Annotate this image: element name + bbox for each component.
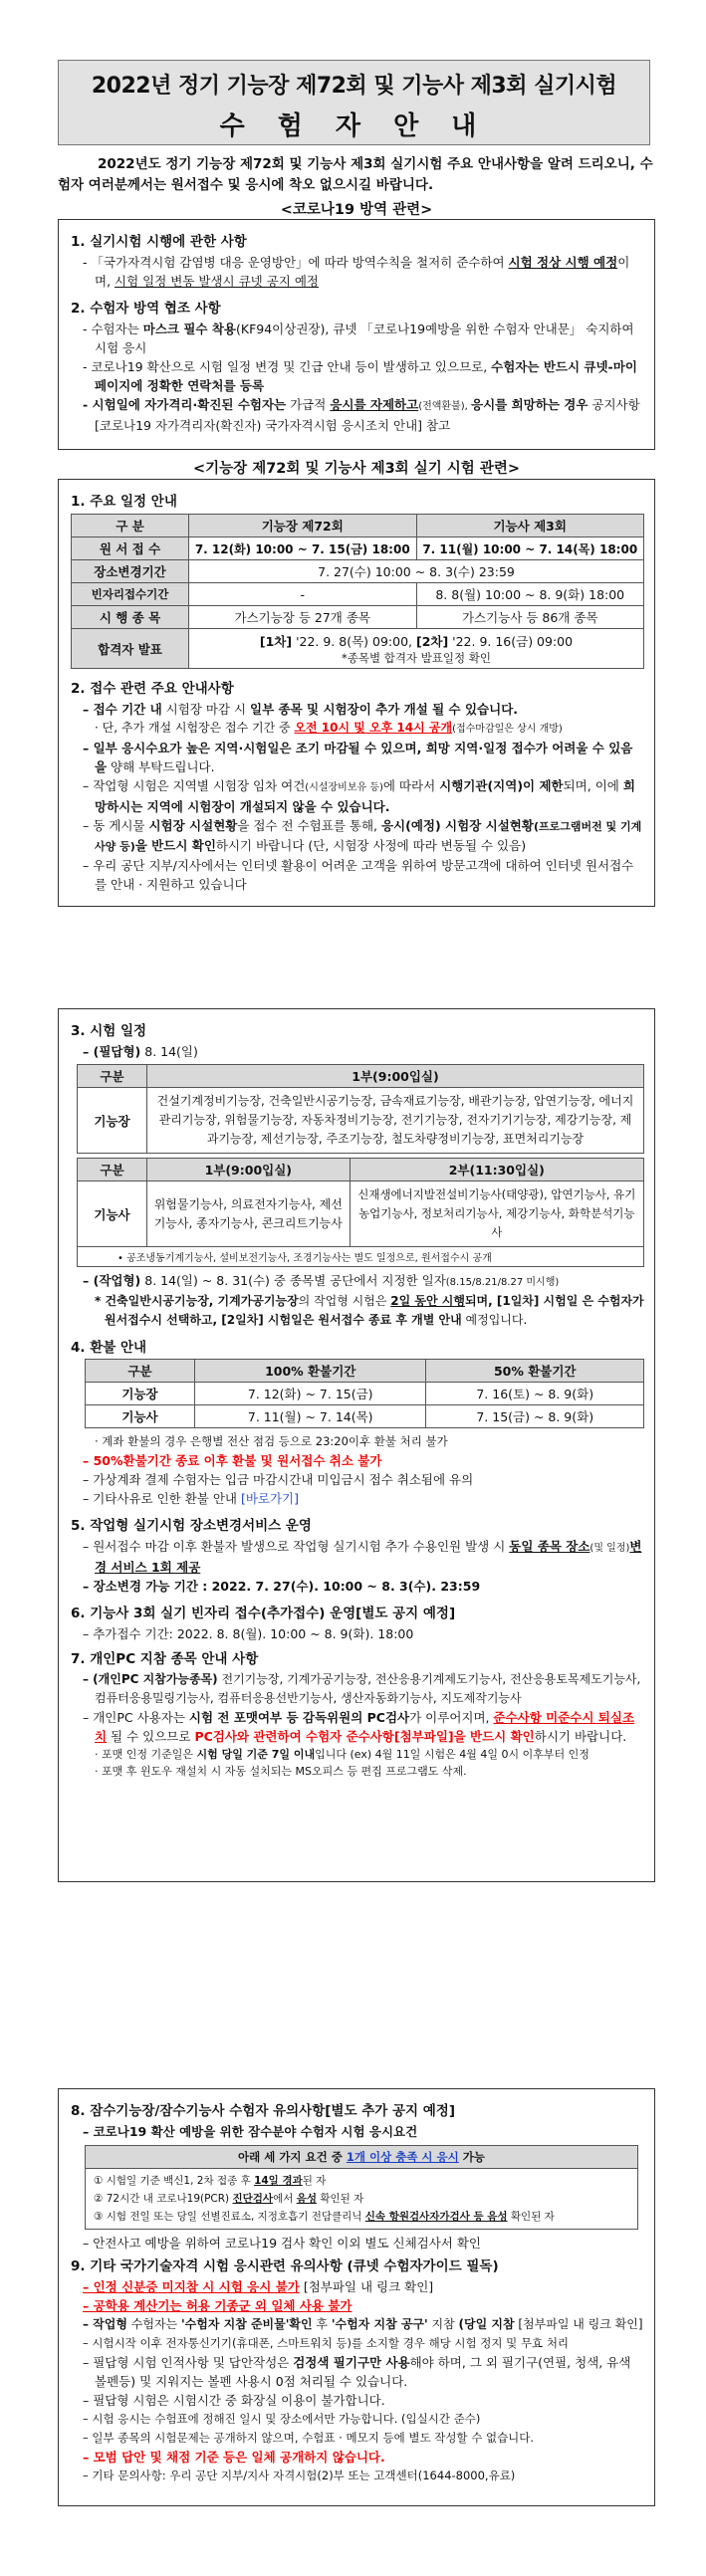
schedule-cell: 7. 12(화) 10:00 ~ 7. 15(금) 18:00 xyxy=(189,537,417,560)
s4-note1: · 계좌 환불의 경우 은행별 전산 점검 등으로 23:20이후 환불 처리 불가 xyxy=(95,1434,448,1448)
s4-other-refund: – 기타사유로 인한 환불 안내 [바로가기] xyxy=(83,1491,300,1506)
table-header-cell: 1부(9:00입실) xyxy=(147,1065,644,1088)
s7-item2: – 개인PC 사용자는 시험 전 포맷여부 등 감독위원의 PC검사가 이루어지며, 준수사항 미준수시 퇴실조치 될 수 있으므로 PC검사와 관련하여 수험자 준수사항[첨부파일]을 반드시 확인하시기 바랍니다. xyxy=(83,1710,635,1744)
schedule-row-label: 합격자 발표 xyxy=(72,629,189,669)
exam-s2-item3: – 일부 응시수요가 높은 지역·시험일은 조기 마감될 수 있으며, 희망 지역·일정 접수가 어려울 수 있음을 양해 부탁드립니다. xyxy=(83,741,633,774)
s4-no-refund-warning: – 50%환불기간 종료 이후 환불 및 원서접수 취소 불가 xyxy=(83,1453,382,1468)
covid-s1-text: - 「국가자격시험 감염병 대응 운영방안」에 따라 방역수칙을 철저히 준수하여 시험 정상 시행 예정이며, 시험 일정 변동 발생시 큐넷 공지 예정 xyxy=(83,255,630,289)
schedule-cell: 7. 11(월) 10:00 ~ 7. 14(목) 18:00 xyxy=(416,537,644,560)
covid-s1-heading: 1. 실기시험 시행에 관한 사항 xyxy=(71,234,247,250)
refund-cell: 7. 12(화) ~ 7. 15(금) xyxy=(195,1383,426,1405)
s9-item4: – 시험시작 이후 전자통신기기(휴대폰, 스마트워치 등)를 소지할 경우 해당 시험 정지 및 무효 처리 xyxy=(83,2336,570,2350)
intro-paragraph: 2022년도 정기 기능장 제72회 및 기능사 제3회 실기시험 주요 안내사항을 알려 드리오니, 수험자 여러분께서는 원서접수 및 응시에 착오 없으시길 바랍니다. xyxy=(58,156,653,193)
exam-s2-heading: 2. 접수 관련 주요 안내사항 xyxy=(71,681,234,697)
schedule-row-label: 장소변경기간 xyxy=(72,560,189,583)
table-header-cell: 1부(9:00입실) xyxy=(147,1159,351,1181)
schedule-detail-box xyxy=(58,1008,655,1882)
s9-item6: – 필답형 시험은 시험시간 중 화장실 이용이 불가합니다. xyxy=(83,2393,385,2408)
schedule-cell: 8. 8(월) 10:00 ~ 8. 9(화) 18:00 xyxy=(416,583,644,606)
s5-heading: 5. 작업형 실기시험 장소변경서비스 운영 xyxy=(71,1518,312,1534)
exam-s2-item6: – 우리 공단 지부/지사에서는 인터넷 활용이 어려운 고객을 위하여 방문고객에 대하여 인터넷 원서접수를 안내 · 지원하고 있습니다 xyxy=(83,858,634,892)
covid-s2-item1: - 수험자는 마스크 필수 착용(KF94이상권장), 큐넷 「코로나19예방을 위한 수험자 안내문」 숙지하여 시험 응시 xyxy=(83,322,634,355)
s4-heading: 4. 환불 안내 xyxy=(71,1340,147,1356)
schedule-row-label: 빈자리접수기간 xyxy=(72,583,189,606)
refund-header-cell: 구분 xyxy=(86,1360,195,1383)
part1-subjects-cell: 위험물기능사, 의료전자기능사, 제선기능사, 종자기능사, 콘크리트기능사 xyxy=(147,1181,351,1247)
schedule-cell: 가스기능사 등 86개 종목 xyxy=(416,606,644,629)
exam-s1-heading: 1. 주요 일정 안내 xyxy=(71,494,177,510)
table-header-cell: 2부(11:30입실) xyxy=(350,1159,643,1181)
s3-two-day-note: * 건축일반시공기능장, 기계가공기능장의 작업형 시험은 2일 동안 시행되며, [1일차] 시험일 은 수험자가 원서접수시 선택하고, [2일차] 시험일은 원서접수 종료 후 개별 안내 예정입니다. xyxy=(95,1294,644,1327)
s7-item3: · 포맷 인정 기준일은 시험 당일 기준 7일 이내입니다 (ex) 4월 11일 시험은 4월 4일 0시 이후부터 인정 xyxy=(95,1748,589,1761)
s9-item7: – 시험 응시는 수험표에 정해진 일시 및 장소에서만 가능합니다. (입실시간 준수) xyxy=(83,2412,481,2426)
schedule-row-label: 원 서 접 수 xyxy=(72,537,189,560)
table-header-cell: 구분 xyxy=(78,1065,147,1088)
master-schedule-table xyxy=(77,1064,644,1154)
refund-header-cell: 100% 환불기간 xyxy=(195,1360,426,1383)
requirements-title: 아래 세 가지 요건 중 1개 이상 충족 시 응시 가능 xyxy=(86,2146,637,2169)
schedule-table xyxy=(71,514,644,669)
schedule-cell: 7. 27(수) 10:00 ~ 8. 3(수) 23:59 xyxy=(189,560,644,583)
exam-section-title: <기능장 제72회 및 기능사 제3회 실기 시험 관련> xyxy=(192,461,521,477)
exam-s2-item1: – 접수 기간 내 시험장 마감 시 일부 종목 및 시험장이 추가 개설 될 수 있습니다. xyxy=(83,702,519,717)
notice-box xyxy=(58,2088,655,2506)
craftsman-schedule-table xyxy=(77,1158,644,1267)
schedule-cell: - xyxy=(189,583,417,606)
s9-item1: – 인정 신분증 미지참 시 시험 응시 불가 [첨부파일 내 링크 확인] xyxy=(83,2279,434,2294)
s8-item2: – 안전사고 예방을 위하여 코로나19 검사 확인 이외 별도 신체검사서 확인 xyxy=(83,2236,481,2251)
diving-requirements-box xyxy=(85,2145,638,2230)
covid-s2-item3: - 시험일에 자가격리·확진된 수험자는 가급적 응시를 자제하고(전액환불), 응시를 희망하는 경우 공지사항 [코로나19 자가격리자(확진자) 국가자격시험 응시조치 안내] 참고 xyxy=(83,397,640,433)
refund-cell: 7. 16(토) ~ 8. 9(화) xyxy=(426,1383,644,1405)
s6-item1: – 추가접수 기간: 2022. 8. 8(월). 10:00 ~ 8. 9(화). 18:00 xyxy=(83,1626,414,1641)
s5-item1: – 원서접수 마감 이후 환불자 발생으로 작업형 실기시험 추가 수용인원 발생 시 동일 종목 장소(및 일정)변경 서비스 1회 제공 xyxy=(83,1539,642,1575)
requirement-2: ② 72시간 내 코로나19(PCR) 진단검사에서 음성 확인된 자 xyxy=(94,2193,364,2205)
page-subtitle: 수 험 자 안 내 xyxy=(219,111,489,141)
s9-item8: – 일부 종목의 시험문제는 공개하지 않으며, 수험표 · 메모지 등에 별도 작성할 수 없습니다. xyxy=(83,2431,535,2445)
table-row-label: 기능사 xyxy=(78,1181,147,1247)
result-announce-cell: [1차] '22. 9. 8(목) 09:00, [2차] '22. 9. 16(금) 09:00 *종목별 합격자 발표일정 확인 xyxy=(189,629,644,669)
refund-header-cell: 50% 환불기간 xyxy=(426,1360,644,1383)
s3-practical-date: – (작업형) 8. 14(일) ~ 8. 31(수) 중 종목별 공단에서 지정한 일자(8.15/8.21/8.27 미시행) xyxy=(83,1273,560,1288)
s9-item2: – 공학용 계산기는 허용 기종군 외 일체 사용 불가 xyxy=(83,2298,353,2313)
s9-item3: – 작업형 수험자는 '수험자 지참 준비물'확인 후 '수험자 지참 공구' 지참 (당일 지참 [첨부파일 내 링크 확인] xyxy=(83,2317,643,2331)
schedule-row-label: 시 행 종 목 xyxy=(72,606,189,629)
s3-heading: 3. 시험 일정 xyxy=(71,1023,147,1039)
s9-item10: – 기타 문의사항: 우리 공단 지부/지사 자격시험(2)부 또는 고객센터(1644-8000,유료) xyxy=(83,2469,516,2482)
refund-cell: 7. 11(월) ~ 7. 14(목) xyxy=(195,1405,426,1428)
schedule-header-cell: 기능장 제72회 xyxy=(189,515,417,537)
s4-virtual-account: – 가상계좌 결제 수험자는 입금 마감시간내 미입금시 접수 취소됨에 유의 xyxy=(83,1472,474,1487)
requirement-1: ① 시험일 기준 백신1, 2차 접종 후 14일 경과된 자 xyxy=(94,2175,327,2187)
s3-written-date: – (필답형) 8. 14(일) xyxy=(83,1044,198,1059)
exam-s2-item2: · 단, 추가 개설 시험장은 접수 기간 중 오전 10시 및 오후 14시 공개(접수마감일은 상시 개방) xyxy=(95,721,563,735)
schedule-header-cell: 구 분 xyxy=(72,515,189,537)
page-title: 2022년 정기 기능장 제72회 및 기능사 제3회 실기시험 xyxy=(91,74,617,99)
refund-cell: 7. 15(금) ~ 8. 9(화) xyxy=(426,1405,644,1428)
part2-subjects-cell: 신재생에너지발전설비기능사(태양광), 압연기능사, 유기농업기능사, 정보처리기능사, 제강기능사, 화학분석기능사 xyxy=(350,1181,643,1247)
covid-s2-heading: 2. 수험자 방역 협조 사항 xyxy=(71,301,221,317)
exam-box xyxy=(58,479,655,907)
s7-item1: – (개인PC 지참가능종목) 전기기능장, 기계가공기능장, 전산응용기계제도기능사, 전산응용토목제도기능사, 컴퓨터응용밀링기능사, 컴퓨터응용선반기능사, 생산자동화기능사, 지도제작기능사 xyxy=(83,1672,641,1705)
table-header-cell: 구분 xyxy=(78,1159,147,1181)
s6-heading: 6. 기능사 3회 실기 빈자리 접수(추가접수) 운영[별도 공지 예정] xyxy=(71,1606,456,1621)
s5-item2: – 장소변경 가능 기간 : 2022. 7. 27(수). 10:00 ~ 8. 3(수). 23:59 xyxy=(83,1579,481,1594)
covid-box xyxy=(58,219,655,450)
s8-item1: – 코로나19 확산 예방을 위한 잠수분야 수험자 시험 응시요건 xyxy=(83,2124,418,2139)
covid-s2-item2: - 코로나19 확산으로 시험 일정 변경 및 긴급 안내 등이 발생하고 있으므로, 수험자는 반드시 큐넷-마이페이지에 정확한 연락처를 등록 xyxy=(83,359,637,393)
s8-heading: 8. 잠수기능장/잠수기능사 수험자 유의사항[별도 추가 공지 예정] xyxy=(71,2103,456,2119)
refund-table xyxy=(85,1359,644,1428)
s9-item5: – 필답형 시험 인적사항 및 답안작성은 검정색 필기구만 사용해야 하며, 그 외 필기구(연필, 청색, 유색 볼펜등) 및 지워지는 볼펜 사용시 0점 처리될 수 있습니다. xyxy=(83,2355,631,2389)
schedule-cell: 가스기능장 등 27개 종목 xyxy=(189,606,417,629)
refund-row-label: 기능사 xyxy=(86,1405,195,1428)
schedule-footnote: • 공조냉동기계기능사, 설비보전기능사, 조경기능사는 별도 일정으로, 원서접수시 공개 xyxy=(78,1247,644,1267)
s9-item9: – 모범 답안 및 채점 기준 등은 일체 공개하지 않습니다. xyxy=(83,2450,385,2465)
s9-heading: 9. 기타 국가기술자격 시험 응시관련 유의사항 (큐넷 수험자가이드 필독) xyxy=(71,2258,499,2274)
master-subjects-cell: 건설기계정비기능장, 건축일반시공기능장, 금속재료기능장, 배관기능장, 압연기능장, 에너지관리기능장, 위험물기능장, 자동차정비기능장, 전기기능장, 전자기기기능장, 제강기능장, 제과기능장, 제선기능장, 주조기능장, 철도차량정비기능장, 표면처리기능장 xyxy=(147,1088,644,1154)
refund-shortcut-link[interactable]: [바로가기] xyxy=(240,1491,300,1506)
header-banner xyxy=(58,60,650,145)
covid-section-title: <코로나19 방역 관련> xyxy=(280,202,433,218)
table-row-label: 기능장 xyxy=(78,1088,147,1154)
s7-item4: · 포맷 후 윈도우 재설치 시 자동 설치되는 MS오피스 등 편집 프로그램도 삭제. xyxy=(95,1765,467,1778)
s7-heading: 7. 개인PC 지참 종목 안내 사항 xyxy=(71,1651,259,1667)
schedule-header-cell: 기능사 제3회 xyxy=(416,515,644,537)
requirement-3: ③ 시험 전일 또는 당일 선별진료소, 지정호흡기 전담클리닉 신속 항원검사자가검사 등 음성 확인된 자 xyxy=(94,2211,555,2223)
exam-s2-item4: – 작업형 시험은 지역별 시험장 임차 여건(시설장비보유 등)에 따라서 시행기관(지역)이 제한되며, 이에 희망하시는 지역에 시험장이 개설되지 않을 수 있습니다. xyxy=(83,778,635,814)
exam-s2-item5: – 동 게시물 시험장 시설현황을 접수 전 수험표를 통해, 응시(예정) 시험장 시설현황(프로그램버전 및 기계사양 등)을 반드시 확인하시기 바랍니다 (단, 시험장 사정에 따라 변동될 수 있음) xyxy=(83,818,642,853)
refund-row-label: 기능장 xyxy=(86,1383,195,1405)
